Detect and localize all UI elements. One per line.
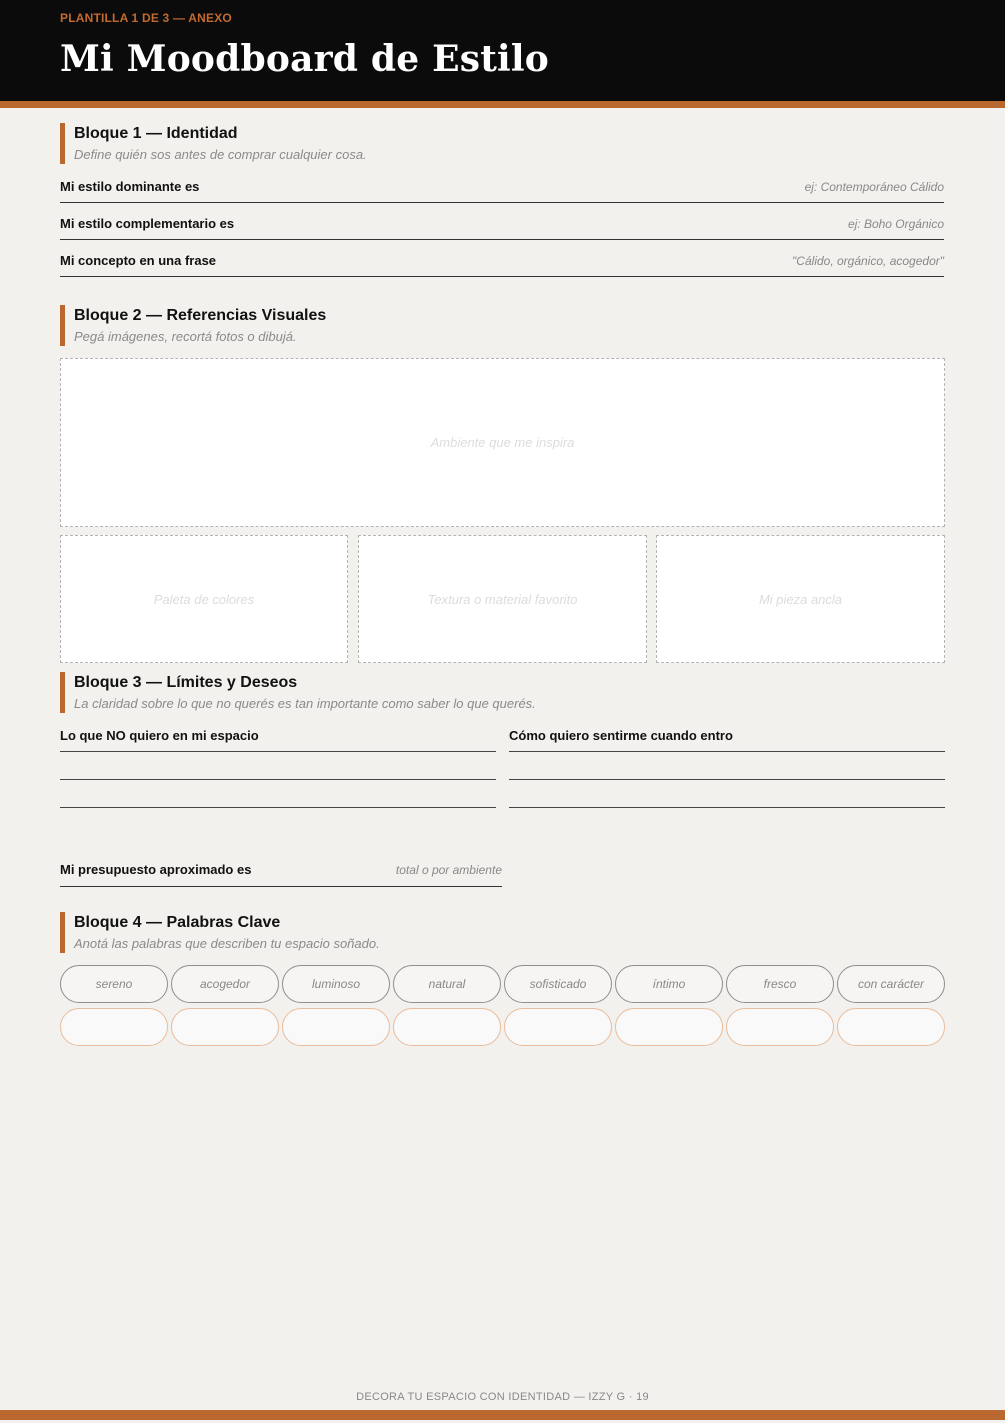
keyword-chips-row xyxy=(60,965,945,1003)
field-label: Mi concepto en una frase xyxy=(60,253,217,268)
keyword-chip[interactable]: acogedor xyxy=(171,965,279,1003)
budget-hint: total o por ambiente xyxy=(395,863,502,877)
block1-subtitle: Define quién sos antes de comprar cualquier cosa. xyxy=(74,147,367,162)
blank-keyword-chip[interactable] xyxy=(60,1008,168,1046)
blank-chips-row xyxy=(60,1008,945,1046)
field-dominant-style[interactable] xyxy=(60,179,944,203)
field-hint: ej: Boho Orgánico xyxy=(847,217,944,231)
page-header xyxy=(0,0,1005,101)
page-title: Mi Moodboard de Estilo xyxy=(60,38,549,80)
box-label: Mi pieza ancla xyxy=(758,591,843,607)
keyword-chip[interactable]: luminoso xyxy=(282,965,390,1003)
blank-keyword-chip[interactable] xyxy=(393,1008,501,1046)
budget-label: Mi presupuesto aproximado es xyxy=(60,862,252,877)
field-hint: ej: Contemporáneo Cálido xyxy=(804,180,944,194)
color-palette-box[interactable] xyxy=(60,535,348,663)
block4-title: Bloque 4 — Palabras Clave xyxy=(74,914,281,931)
texture-material-box[interactable] xyxy=(358,535,647,663)
block4-heading xyxy=(60,912,944,953)
field-concept-phrase[interactable] xyxy=(60,253,944,277)
block2-title: Bloque 2 — Referencias Visuales xyxy=(74,307,327,324)
page-footer: DECORA TU ESPACIO CON IDENTIDAD — IZZY G · 19 xyxy=(356,1391,649,1403)
inspiration-image-box[interactable] xyxy=(60,358,945,527)
anchor-piece-box[interactable] xyxy=(656,535,945,663)
keyword-chip[interactable]: íntimo xyxy=(615,965,723,1003)
keyword-chip[interactable]: sereno xyxy=(60,965,168,1003)
dont-want-label: Lo que NO quiero en mi espacio xyxy=(60,728,259,743)
blank-keyword-chip[interactable] xyxy=(282,1008,390,1046)
dont-want-line-2[interactable] xyxy=(60,779,496,780)
dont-want-line-1[interactable] xyxy=(60,751,496,752)
blank-keyword-chip[interactable] xyxy=(837,1008,945,1046)
dont-want-line-3[interactable] xyxy=(60,807,496,808)
block2-subtitle: Pegá imágenes, recortá fotos o dibujá. xyxy=(74,329,297,344)
box-label: Paleta de colores xyxy=(153,591,255,607)
blank-keyword-chip[interactable] xyxy=(726,1008,834,1046)
keyword-chip[interactable]: sofisticado xyxy=(504,965,612,1003)
block3-subtitle: La claridad sobre lo que no querés es tan importante como saber lo que querés. xyxy=(74,696,536,711)
field-hint: "Cálido, orgánico, acogedor" xyxy=(792,254,944,268)
keyword-chip[interactable]: natural xyxy=(393,965,501,1003)
feel-line-2[interactable] xyxy=(509,779,945,780)
feel-line-1[interactable] xyxy=(509,751,945,752)
block1-heading xyxy=(60,123,944,164)
feel-line-3[interactable] xyxy=(509,807,945,808)
keyword-chip[interactable]: fresco xyxy=(726,965,834,1003)
blank-keyword-chip[interactable] xyxy=(171,1008,279,1046)
template-kicker: PLANTILLA 1 DE 3 — ANEXO xyxy=(60,11,232,25)
box-label: Textura o material favorito xyxy=(427,591,578,607)
blank-keyword-chip[interactable] xyxy=(504,1008,612,1046)
block3-heading xyxy=(60,672,944,713)
footer-accent-strip xyxy=(0,1410,1005,1420)
budget-field[interactable] xyxy=(60,862,502,887)
block4-subtitle: Anotá las palabras que describen tu espacio soñado. xyxy=(74,936,380,951)
keyword-chip[interactable]: con carácter xyxy=(837,965,945,1003)
block1-title: Bloque 1 — Identidad xyxy=(74,125,238,142)
box-label: Ambiente que me inspira xyxy=(430,435,575,450)
field-label: Mi estilo dominante es xyxy=(60,179,200,194)
field-complementary-style[interactable] xyxy=(60,216,944,240)
block2-heading xyxy=(60,305,944,346)
field-label: Mi estilo complementario es xyxy=(60,216,235,231)
feel-label: Cómo quiero sentirme cuando entro xyxy=(509,728,733,743)
blank-keyword-chip[interactable] xyxy=(615,1008,723,1046)
header-accent-strip xyxy=(0,101,1005,108)
block3-title: Bloque 3 — Límites y Deseos xyxy=(74,674,298,691)
